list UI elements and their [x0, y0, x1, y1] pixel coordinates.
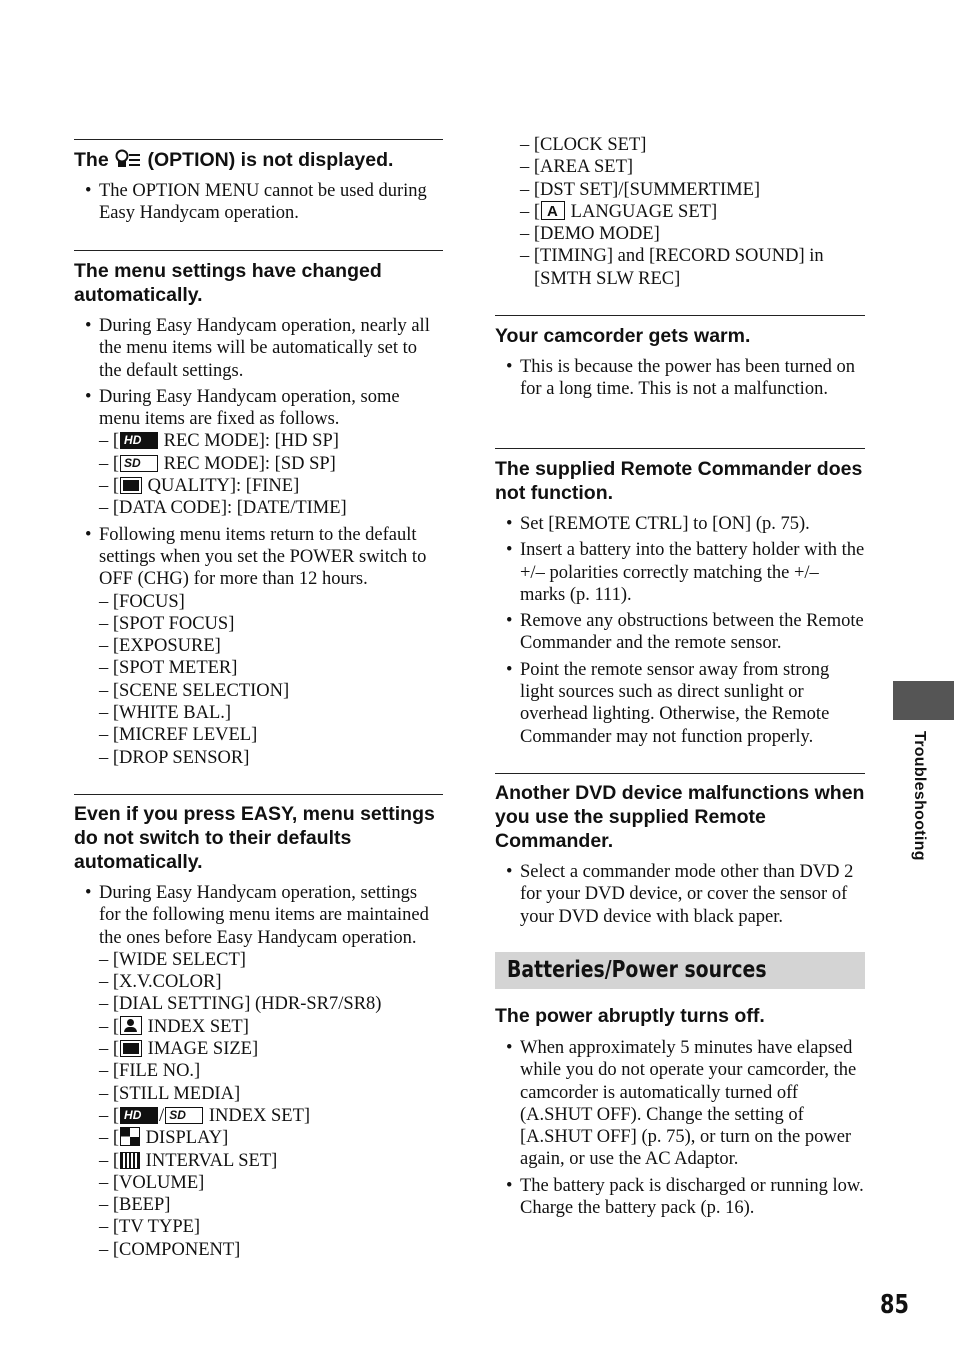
face-index-icon — [120, 1016, 142, 1035]
sub-item: – [FILE NO.] — [99, 1061, 201, 1082]
bullet-item: • Remove any obstructions between the Remote Commander and the remote sensor. — [495, 610, 865, 655]
sub-item: – [SD REC MODE]: [SD SP] — [99, 453, 443, 475]
still-image-icon — [120, 1040, 142, 1057]
bullet-item: • Set [REMOTE CTRL] to [ON] (p. 75). — [495, 513, 865, 535]
sub-item: – [ DISPLAY] — [99, 1128, 229, 1149]
section-divider — [74, 139, 443, 140]
bullet-item: • The battery pack is discharged or running low. Charge the battery pack (p. 16). — [495, 1175, 865, 1220]
sub-item: – [DATA CODE]: [DATE/TIME] — [99, 498, 347, 519]
bullet-text: Following menu items return to the default settings when you set the POWER switch to OFF (CHG) for more than 12 hours. — [99, 524, 427, 590]
bullet-item — [74, 524, 443, 769]
sub-item-text: REC MODE]: [SD SP] — [163, 453, 336, 474]
sub-item-text: INDEX SET] — [208, 1105, 311, 1126]
dvd-body — [495, 861, 865, 932]
sub-item: – [TV TYPE] — [99, 1217, 201, 1238]
sub-item: – [SPOT FOCUS] — [99, 613, 235, 634]
sub-item: – [HD REC MODE]: [HD SP] — [99, 430, 443, 452]
sub-item: – [DROP SENSOR] — [99, 747, 250, 768]
option-menu-icon — [114, 149, 142, 169]
sub-item: – [MICREF LEVEL] — [99, 725, 258, 746]
bullet-text: During Easy Handycam operation, settings for the following menu items are maintained the ones before Easy Handycam operation. — [99, 883, 429, 948]
sub-item: – [BEEP] — [99, 1195, 171, 1216]
bullet-item: • This is because the power has been turned on for a long time. This is not a malfunction. — [495, 356, 865, 401]
section-divider — [495, 448, 865, 449]
bullet-item: • Point the remote sensor away from strong light sources such as direct sunlight or overhead lighting. Otherwise, the Remote Commander may not function properly. — [495, 659, 865, 748]
sub-item-text: QUALITY]: [FINE] — [147, 476, 300, 497]
sub-item-text: IMAGE SIZE] — [147, 1039, 259, 1060]
sub-item: – [FOCUS] — [99, 591, 185, 612]
chapter-tab — [893, 681, 954, 720]
sub-item-text: INDEX SET] — [147, 1016, 249, 1037]
sub-item: – [CLOCK SET] — [520, 135, 647, 155]
sub-item: – [SCENE SELECTION] — [99, 680, 290, 701]
option-heading — [74, 148, 443, 172]
chapter-label — [908, 731, 932, 871]
bullet-item: • The OPTION MENU cannot be used during Easy Handycam operation. — [74, 180, 443, 225]
sub-item-text: INTERVAL SET] — [145, 1150, 278, 1171]
sub-item-text: LANGUAGE SET] — [570, 201, 718, 222]
option-heading-pre: The — [74, 149, 109, 171]
section-divider — [495, 315, 865, 316]
bullet-text: During Easy Handycam operation, some menu items are fixed as follows. — [99, 386, 400, 430]
continued-items — [495, 134, 865, 290]
sub-item-text: REC MODE]: [HD SP] — [163, 431, 339, 452]
sub-item: – [SPOT METER] — [99, 658, 238, 679]
sub-item: – [HD /SD INDEX SET] — [99, 1105, 443, 1127]
sub-item: – [ IMAGE SIZE] — [99, 1039, 259, 1060]
sub-item: – [COMPONENT] — [99, 1239, 241, 1260]
still-image-icon — [120, 477, 142, 494]
menu-changed-body — [74, 315, 443, 773]
power-heading: The power abruptly turns off. — [495, 1005, 765, 1027]
dvd-heading: Another DVD device malfunctions when you use the supplied Remote Commander. — [495, 782, 865, 852]
warm-heading: Your camcorder gets warm. — [495, 325, 751, 347]
bullet-item — [74, 386, 443, 520]
display-icon — [120, 1127, 140, 1146]
menu-changed-heading: The menu settings have changed automatically. — [74, 260, 382, 306]
bullet-item — [74, 882, 443, 1261]
section-bar-title: Batteries/Power sources — [507, 957, 767, 983]
easy-body — [74, 882, 443, 1265]
sub-item: – [AREA SET] — [520, 157, 634, 178]
sub-item: – [WHITE BAL.] — [99, 703, 232, 724]
section-divider — [495, 773, 865, 774]
sub-item: – [VOLUME] — [99, 1172, 205, 1193]
sub-item: – [WIDE SELECT] — [99, 949, 246, 970]
remote-heading: The supplied Remote Commander does not function. — [495, 458, 863, 504]
sub-item: – [X.V.COLOR] — [99, 972, 222, 993]
section-divider — [74, 794, 443, 795]
sub-item: – [ QUALITY]: [FINE] — [99, 476, 300, 497]
sub-item: – [ INDEX SET] — [99, 1016, 249, 1037]
warm-body — [495, 356, 865, 405]
hd-quality-icon — [120, 1107, 158, 1124]
hd-quality-icon — [120, 432, 158, 449]
remote-body — [495, 513, 865, 752]
page-number: 85 — [880, 1290, 909, 1320]
sub-item-text: DISPLAY] — [145, 1128, 229, 1149]
sub-item: – [TIMING] and [RECORD SOUND] in [SMTH SLW REC] — [520, 246, 824, 289]
easy-heading: Even if you press EASY, menu settings do not switch to their defaults automatically. — [74, 803, 435, 873]
language-icon — [541, 201, 565, 220]
sub-item: – [A LANGUAGE SET] — [520, 201, 865, 223]
sub-item: – [DIAL SETTING] (HDR-SR7/SR8) — [99, 994, 382, 1015]
bullet-item: • Insert a battery into the battery holder with the +/– polarities correctly matching the +/– marks (p. 111). — [495, 539, 865, 606]
sd-quality-icon — [120, 455, 158, 472]
bullet-item: • During Easy Handycam operation, nearly all the menu items will be automatically set to the default settings. — [74, 315, 443, 382]
bullet-item: • When approximately 5 minutes have elapsed while you do not operate your camcorder, the camcorder is automatically turned off (A.SHUT OFF). Change the setting of [A.SHUT OFF] (p. 75), or turn on the power again, or use the AC Adaptor. — [495, 1037, 865, 1171]
sub-item: – [EXPOSURE] — [99, 636, 221, 657]
power-body — [495, 1037, 865, 1223]
section-bar — [495, 952, 865, 989]
film-roll-icon — [120, 1152, 140, 1169]
option-heading-post: (OPTION) is not displayed. — [147, 149, 394, 171]
chapter-label-text: Troubleshooting — [911, 731, 928, 861]
sub-item: – [STILL MEDIA] — [99, 1083, 241, 1104]
bullet-item: • Select a commander mode other than DVD 2 for your DVD device, or cover the sensor of your DVD device with black paper. — [495, 861, 865, 928]
sub-item: – [DEMO MODE] — [520, 224, 660, 245]
option-body — [74, 180, 443, 229]
sd-quality-icon — [165, 1107, 203, 1124]
sub-item: – [ INTERVAL SET] — [99, 1150, 278, 1171]
section-divider — [74, 250, 443, 251]
sub-item: – [DST SET]/[SUMMERTIME] — [520, 179, 761, 200]
